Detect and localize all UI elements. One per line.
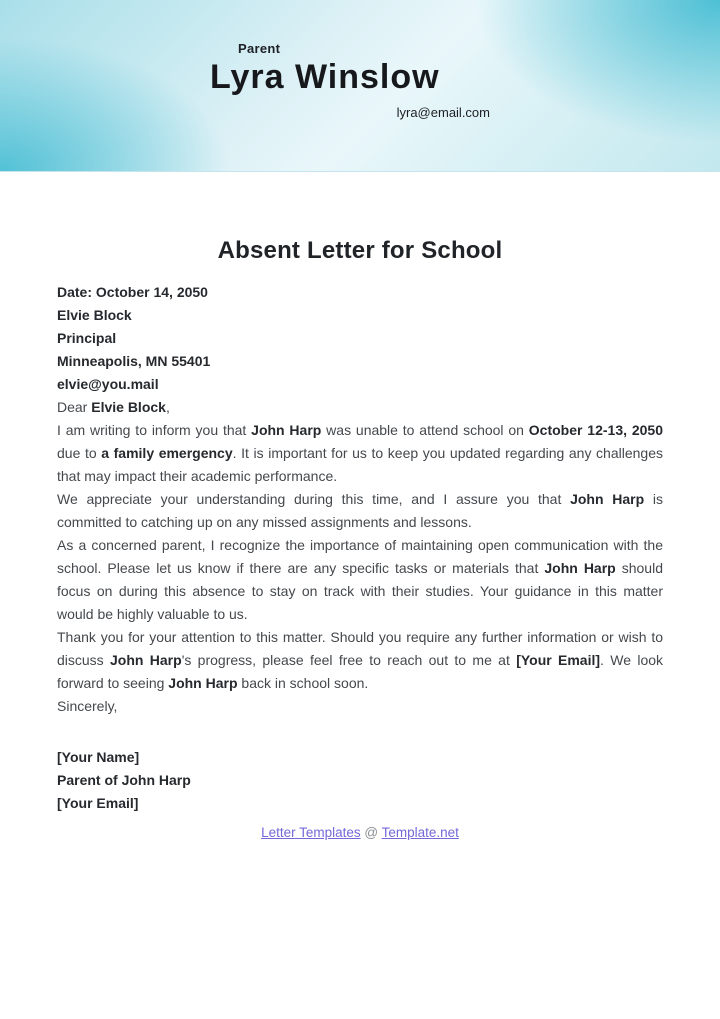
signature-role-line: Parent of John Harp [57, 772, 191, 788]
bold-text-segment: John Harp [544, 560, 616, 576]
text-segment: due to [57, 445, 102, 461]
text-segment: Thank you for your attention to this matter. Should you require any further information or wish to discuss [57, 629, 663, 668]
signature-block [57, 746, 663, 815]
attribution-at-symbol: @ [364, 825, 379, 840]
bold-text-segment: John Harp [168, 675, 238, 691]
text-segment: . It is important for us to keep you updated regarding any challenges that may impact their academic performance. [57, 445, 663, 484]
bold-text-segment: a family emergency [101, 445, 233, 461]
letterhead-email: lyra@email.com [396, 104, 490, 120]
text-segment: As a concerned parent, I recognize the importance of maintaining open communication with the school. Please let us know if there are any specific tasks or materials that [57, 537, 663, 576]
text-segment: was unable to attend school on [321, 422, 529, 438]
letter-paragraph-3 [57, 534, 663, 626]
recipient-email-line: elvie@you.mail [57, 376, 159, 392]
bold-text-segment: October 12-13, 2050 [528, 422, 663, 438]
recipient-address-line: Minneapolis, MN 55401 [57, 353, 211, 369]
text-segment: We appreciate your understanding during this time, and I assure you that [57, 491, 571, 507]
text-segment: is committed to catching up on any missed assignments and lessons. [57, 491, 664, 530]
letter-paragraph-4 [57, 626, 663, 695]
salutation-line [57, 396, 663, 419]
letter-templates-link[interactable]: Letter Templates [261, 825, 361, 840]
recipient-name-line: Elvie Block [57, 307, 132, 323]
letter-paragraph-1 [57, 419, 663, 488]
letterhead [0, 0, 720, 172]
bold-text-segment: [Your Email] [516, 652, 601, 668]
letter-paragraph-2 [57, 488, 663, 534]
letter-content [0, 236, 720, 844]
text-segment: back in school soon. [237, 675, 369, 691]
text-segment: 's progress, please feel free to reach out to me at [181, 652, 517, 668]
text-segment: . We look forward to seeing [57, 652, 664, 691]
bold-text-segment: John Harp [110, 652, 182, 668]
letter-title: Absent Letter for School [217, 237, 503, 264]
closing-line: Sincerely, [57, 698, 118, 714]
text-segment: Dear [57, 399, 92, 415]
text-segment: I am writing to inform you that [57, 422, 252, 438]
text-segment: , [165, 399, 170, 415]
text-segment: should focus on during this absence to stay on track with their studies. Your guidance in this matter would be highly valuable to us. [57, 560, 663, 622]
date-line: Date: October 14, 2050 [57, 284, 208, 300]
letter-body [57, 281, 663, 815]
bold-text-segment: John Harp [251, 422, 322, 438]
letterhead-text-block [210, 0, 510, 120]
signature-email-line: [Your Email] [57, 795, 139, 811]
bold-text-segment: Elvie Block [91, 399, 166, 415]
attribution-footer [57, 822, 663, 844]
signature-name-line: [Your Name] [57, 749, 140, 765]
template-net-link[interactable]: Template.net [381, 825, 459, 840]
bold-text-segment: John Harp [570, 491, 645, 507]
letterhead-name: Lyra Winslow [210, 58, 440, 96]
letterhead-role-label: Parent [238, 41, 281, 56]
recipient-title-line: Principal [57, 330, 117, 346]
